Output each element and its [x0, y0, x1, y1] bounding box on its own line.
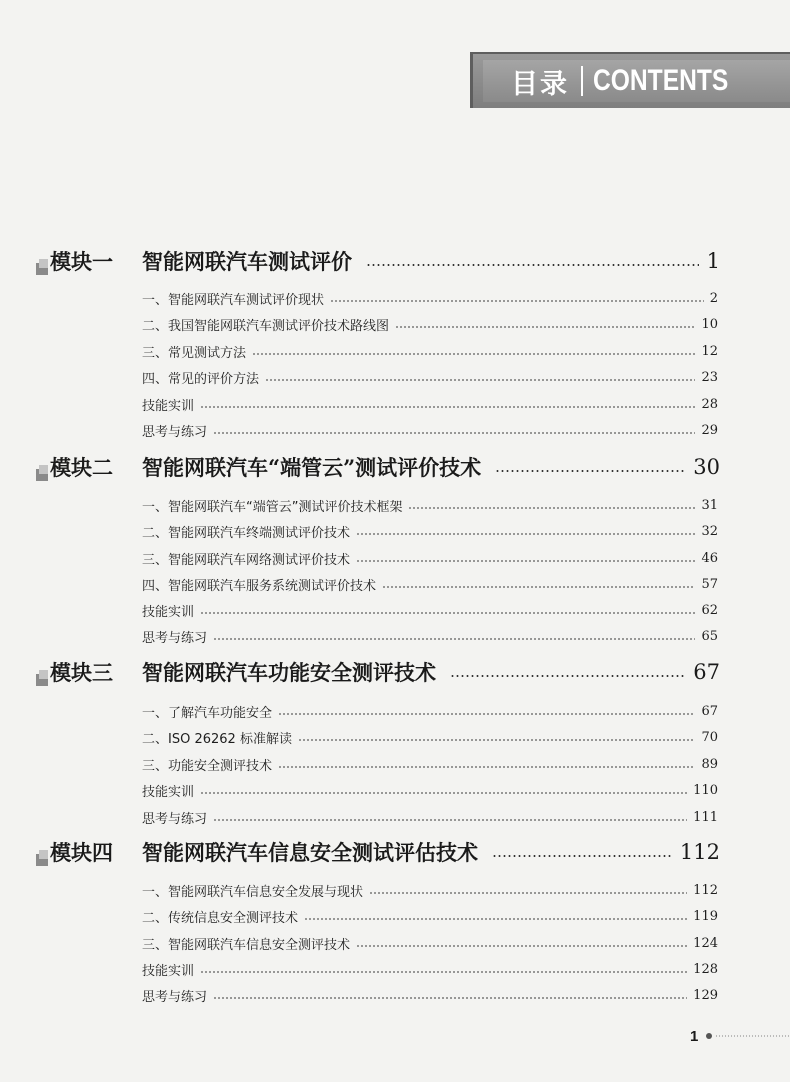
- item-page: 111: [693, 809, 718, 825]
- item-title: 思考与练习: [142, 989, 208, 1005]
- toc-item[interactable]: [142, 753, 718, 775]
- dot-leader: [356, 532, 695, 536]
- module-number: 模块四: [50, 840, 113, 865]
- module-marker-icon: [36, 469, 48, 481]
- item-page: 119: [693, 908, 718, 924]
- header-title-en: CONTENTS: [593, 64, 729, 97]
- module-page: 30: [693, 455, 720, 479]
- toc-item[interactable]: [142, 905, 718, 927]
- item-page: 129: [693, 987, 718, 1003]
- dot-leader: [450, 674, 685, 678]
- item-title: 思考与练习: [142, 811, 208, 827]
- dot-leader: [213, 996, 687, 1000]
- module-marker-icon: [36, 263, 48, 275]
- module-number: 模块一: [50, 249, 113, 274]
- item-title: 二、智能网联汽车终端测试评价技术: [142, 525, 351, 541]
- dot-leader: [252, 352, 695, 356]
- item-title: 一、了解汽车功能安全: [142, 705, 273, 721]
- item-page: 2: [709, 290, 718, 306]
- toc-item[interactable]: [142, 573, 718, 595]
- item-page: 70: [701, 729, 718, 745]
- dot-leader: [366, 263, 699, 267]
- item-page: 32: [701, 523, 718, 539]
- item-title: 二、传统信息安全测评技术: [142, 910, 299, 926]
- toc-item[interactable]: [142, 700, 718, 722]
- dot-leader: [200, 791, 687, 795]
- item-title: 二、ISO 26262 标准解读: [142, 731, 292, 747]
- item-title: 三、智能网联汽车信息安全测评技术: [142, 937, 351, 953]
- module-marker-icon: [36, 674, 48, 686]
- dot-leader: [408, 506, 695, 510]
- toc-item[interactable]: [142, 393, 718, 415]
- folio-dot-icon: [706, 1033, 712, 1039]
- item-page: 10: [701, 316, 718, 332]
- item-page: 128: [693, 961, 718, 977]
- item-page: 65: [701, 628, 718, 644]
- dot-leader: [304, 917, 687, 921]
- toc-module[interactable]: [36, 834, 720, 870]
- item-title: 技能实训: [142, 784, 195, 800]
- dot-leader: [330, 299, 704, 303]
- dot-leader: [265, 378, 695, 382]
- toc-item[interactable]: [142, 958, 718, 980]
- item-page: 89: [701, 756, 718, 772]
- toc-item[interactable]: [142, 520, 718, 542]
- dot-leader: [382, 585, 695, 589]
- toc-item[interactable]: [142, 287, 718, 309]
- toc-item[interactable]: [142, 779, 718, 801]
- toc-item[interactable]: [142, 547, 718, 569]
- toc-item[interactable]: [142, 366, 718, 388]
- module-title: 智能网联汽车功能安全测评技术: [142, 660, 436, 685]
- folio-dotted-line: [715, 1035, 790, 1037]
- dot-leader: [298, 738, 696, 742]
- toc-item[interactable]: [142, 494, 718, 516]
- item-title: 四、常见的评价方法: [142, 371, 260, 387]
- dot-leader: [213, 431, 695, 435]
- item-page: 31: [701, 497, 718, 513]
- item-page: 112: [693, 882, 718, 898]
- dot-leader: [200, 611, 695, 615]
- item-title: 技能实训: [142, 604, 195, 620]
- page-folio: [690, 1026, 790, 1046]
- header-separator: [581, 66, 583, 96]
- item-page: 57: [701, 576, 718, 592]
- toc-item[interactable]: [142, 625, 718, 647]
- dot-leader: [395, 325, 695, 329]
- dot-leader: [356, 944, 687, 948]
- item-title: 思考与练习: [142, 424, 208, 440]
- item-title: 技能实训: [142, 963, 195, 979]
- toc-item[interactable]: [142, 599, 718, 621]
- item-page: 46: [701, 550, 718, 566]
- module-page: 1: [706, 249, 720, 273]
- item-page: 29: [701, 422, 718, 438]
- dot-leader: [492, 854, 672, 858]
- toc-item[interactable]: [142, 984, 718, 1006]
- toc-item[interactable]: [142, 726, 718, 748]
- item-page: 28: [701, 396, 718, 412]
- item-title: 一、智能网联汽车“端管云”测试评价技术框架: [142, 499, 403, 515]
- contents-header-banner: [470, 52, 790, 108]
- item-page: 23: [701, 369, 718, 385]
- module-page: 112: [679, 840, 720, 864]
- item-title: 二、我国智能网联汽车测试评价技术路线图: [142, 318, 390, 334]
- dot-leader: [213, 818, 687, 822]
- toc-item[interactable]: [142, 313, 718, 335]
- dot-leader: [278, 765, 695, 769]
- module-number: 模块二: [50, 455, 113, 480]
- item-title: 技能实训: [142, 398, 195, 414]
- module-page: 67: [693, 660, 720, 684]
- dot-leader: [213, 637, 695, 641]
- item-page: 124: [693, 935, 718, 951]
- toc-module[interactable]: [36, 449, 720, 485]
- item-title: 三、常见测试方法: [142, 345, 247, 361]
- module-marker-icon: [36, 854, 48, 866]
- item-title: 一、智能网联汽车测试评价现状: [142, 292, 325, 308]
- item-title: 三、智能网联汽车网络测试评价技术: [142, 552, 351, 568]
- item-title: 思考与练习: [142, 630, 208, 646]
- module-title: 智能网联汽车测试评价: [142, 249, 352, 274]
- toc-module[interactable]: [36, 243, 720, 279]
- item-title: 四、智能网联汽车服务系统测试评价技术: [142, 578, 377, 594]
- item-page: 67: [701, 703, 718, 719]
- module-title: 智能网联汽车信息安全测试评估技术: [142, 840, 478, 865]
- item-page: 12: [701, 343, 718, 359]
- module-title: 智能网联汽车“端管云”测试评价技术: [142, 455, 482, 480]
- toc-item[interactable]: [142, 806, 718, 828]
- header-title-cn: 目录: [511, 68, 569, 100]
- toc-module[interactable]: [36, 654, 720, 690]
- item-page: 62: [701, 602, 718, 618]
- item-page: 110: [693, 782, 718, 798]
- dot-leader: [495, 469, 685, 473]
- module-number: 模块三: [50, 660, 113, 685]
- dot-leader: [369, 891, 687, 895]
- dot-leader: [278, 712, 695, 716]
- dot-leader: [356, 559, 695, 563]
- toc-item[interactable]: [142, 419, 718, 441]
- item-title: 一、智能网联汽车信息安全发展与现状: [142, 884, 364, 900]
- dot-leader: [200, 405, 695, 409]
- toc-item[interactable]: [142, 932, 718, 954]
- dot-leader: [200, 970, 687, 974]
- page-number: 1: [690, 1027, 699, 1045]
- toc-item[interactable]: [142, 879, 718, 901]
- item-title: 三、功能安全测评技术: [142, 758, 273, 774]
- toc-item[interactable]: [142, 340, 718, 362]
